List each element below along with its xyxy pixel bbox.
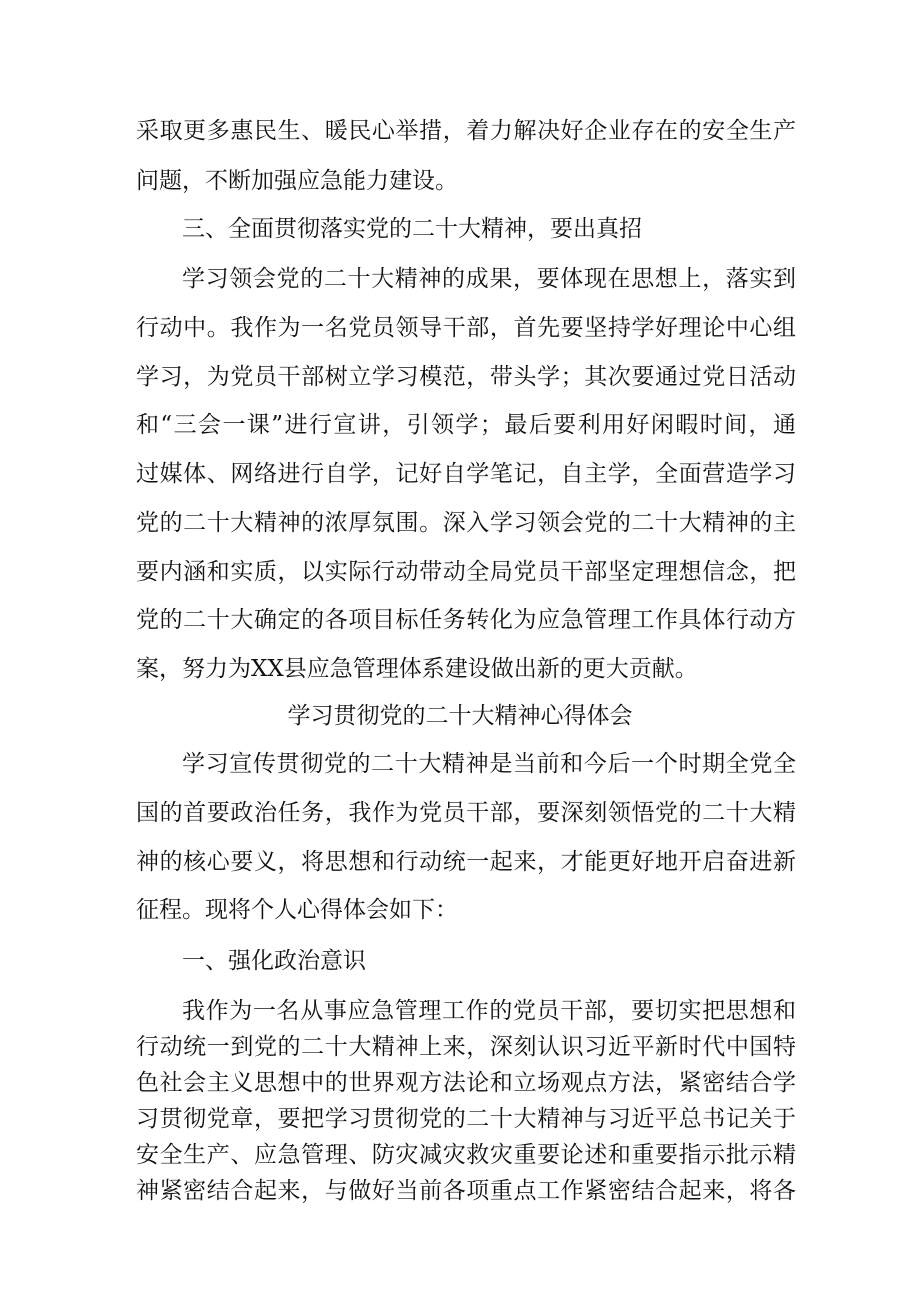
- paragraph-line: 神的核心要义，将思想和行动统一起来，才能更好地开启奋进新: [136, 849, 796, 875]
- paragraph-line: 神紧密结合起来，与做好当前各项重点工作紧密结合起来，将各: [136, 1178, 796, 1204]
- paragraph-line: 过媒体、网络进行自学，记好自学笔记，自主学，全面营造学习: [136, 461, 796, 487]
- section-heading: 一、强化政治意识: [182, 948, 366, 974]
- paragraph-line: 我作为一名从事应急管理工作的党员干部，要切实把思想和: [182, 998, 796, 1024]
- paragraph-line: 色社会主义思想中的世界观方法论和立场观点方法，紧密结合学: [136, 1070, 796, 1096]
- paragraph-line: 案，努力为XX县应急管理体系建设做出新的更大贡献。: [136, 656, 698, 682]
- paragraph-line: 学习领会党的二十大精神的成果，要体现在思想上，落实到: [182, 266, 796, 292]
- paragraph-line: 行动统一到党的二十大精神上来，深刻认识习近平新时代中国特: [136, 1034, 796, 1060]
- paragraph-line: 学习，为党员干部树立学习模范，带头学；其次要通过党日活动: [136, 364, 796, 390]
- paragraph-line: 行动中。我作为一名党员领导干部，首先要坚持学好理论中心组: [136, 315, 796, 341]
- paragraph-line: 和“三会一课”进行宣讲，引领学；最后要利用好闲暇时间，通: [136, 412, 796, 438]
- paragraph-line: 采取更多惠民生、暖民心举措，着力解决好企业存在的安全生产: [136, 118, 796, 144]
- paragraph-line: 问题，不断加强应急能力建设。: [136, 168, 458, 194]
- paragraph-line: 学习宣传贯彻党的二十大精神是当前和今后一个时期全党全: [182, 751, 796, 777]
- paragraph-line: 国的首要政治任务，我作为党员干部，要深刻领悟党的二十大精: [136, 800, 796, 826]
- paragraph-line: 党的二十大精神的浓厚氛围。深入学习领会党的二十大精神的主: [136, 510, 796, 536]
- paragraph-line: 习贯彻党章，要把学习贯彻党的二十大精神与习近平总书记关于: [136, 1106, 796, 1132]
- paragraph-line: 党的二十大确定的各项目标任务转化为应急管理工作具体行动方: [136, 607, 796, 633]
- paragraph-line: 要内涵和实质，以实际行动带动全局党员干部坚定理想信念，把: [136, 559, 796, 585]
- section-heading: 三、全面贯彻落实党的二十大精神，要出真招: [182, 216, 642, 242]
- paragraph-line: 征程。现将个人心得体会如下：: [136, 897, 458, 923]
- document-title: 学习贯彻党的二十大精神心得体会: [287, 703, 633, 729]
- paragraph-line: 安全生产、应急管理、防灾减灾救灾重要论述和重要指示批示精: [136, 1142, 796, 1168]
